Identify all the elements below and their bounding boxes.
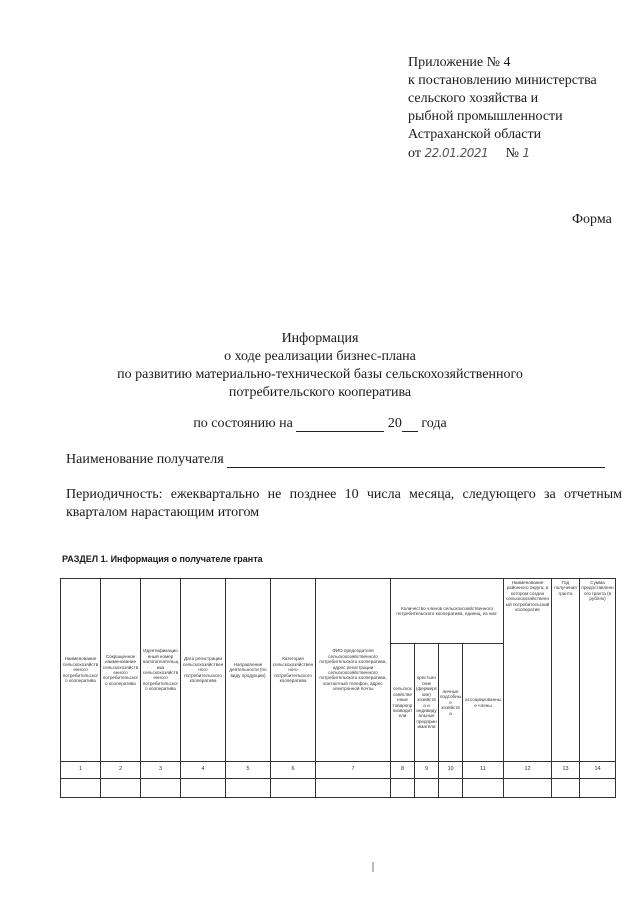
column-number: 7: [316, 762, 391, 779]
as-of-suffix: года: [421, 416, 447, 431]
empty-cell: [181, 779, 226, 798]
column-number: 2: [101, 762, 141, 779]
empty-cell: [391, 779, 415, 798]
grantee-table: [60, 578, 616, 798]
empty-cell: [580, 779, 616, 798]
header-row: [61, 579, 616, 644]
annex-line: Астраханской области: [408, 127, 542, 142]
header-cell: ассоциированные члены: [463, 644, 504, 762]
recipient-blank: [227, 453, 605, 468]
column-number: 9: [415, 762, 439, 779]
from-label: от: [408, 146, 421, 161]
periodicity: [66, 486, 622, 522]
empty-cell: [463, 779, 504, 798]
year-prefix: 20: [387, 416, 402, 431]
annex-line: сельского хозяйства и: [408, 91, 539, 106]
header-cell: Категория сельскохозяйственного потребительского кооператива: [271, 579, 316, 762]
title-line: по развитию материально-технической базы сельскохозяйственного: [117, 367, 523, 382]
recipient-line: [66, 452, 605, 468]
empty-cell: [226, 779, 271, 798]
header-cell: Наименование сельскохозяйственного потребительского кооператива: [61, 579, 101, 762]
group-header-cell: Количество членов сельскохозяйственного потребительского кооператива, единиц, из них:: [391, 579, 504, 644]
column-number: 1: [61, 762, 101, 779]
column-number-row: [61, 762, 616, 779]
empty-cell: [504, 779, 552, 798]
empty-cell: [141, 779, 181, 798]
header-cell: Направление деятельности (по виду продукции): [226, 579, 271, 762]
column-number: 13: [552, 762, 580, 779]
title-line: Информация: [281, 331, 359, 346]
empty-data-row: [61, 779, 616, 798]
document-title: [0, 330, 640, 402]
recipient-label: Наименование получателя: [66, 452, 224, 467]
column-number: 11: [463, 762, 504, 779]
empty-cell: [439, 779, 463, 798]
header-cell: крестьянские (фермерские) хозяйства и индивидуальные предприниматели: [415, 644, 439, 762]
periodicity-label: Периодичность:: [66, 487, 163, 502]
column-number: 8: [391, 762, 415, 779]
title-line: о ходе реализации бизнес-плана: [224, 349, 416, 364]
header-cell: Сокращенное наименование сельскохозяйственного потребительского кооператива: [101, 579, 141, 762]
handwritten-number: 1: [522, 146, 530, 160]
column-number: 5: [226, 762, 271, 779]
annex-line: к постановлению министерства: [408, 73, 597, 88]
column-number: 10: [439, 762, 463, 779]
empty-cell: [101, 779, 141, 798]
title-line: потребительского кооператива: [228, 385, 412, 400]
header-cell: Наименование районного округа, в котором создан сельскохозяйственный потребительский кооператив: [504, 579, 552, 762]
annex-date-line: [408, 144, 628, 163]
empty-cell: [316, 779, 391, 798]
section-title: РАЗДЕЛ 1. Информация о получателе гранта: [62, 554, 263, 564]
header-cell: личные подсобные хозяйства: [439, 644, 463, 762]
header-cell: ФИО председателя сельскохозяйственного потребительского кооператива, адрес регистрации сельскохозяйственного потребительского кооператива, контактный телефон, адрес электронной почты: [316, 579, 391, 762]
handwritten-date: 22.01.2021: [424, 146, 489, 160]
header-cell: Год получения гранта: [552, 579, 580, 762]
year-blank: [402, 417, 418, 432]
empty-cell: [271, 779, 316, 798]
scan-artifact: [372, 862, 374, 872]
header-cell: Дата регистрации сельскохозяйственного потребительского кооператива: [181, 579, 226, 762]
empty-cell: [415, 779, 439, 798]
periodicity-text: ежеквартально не позднее 10 числа месяца, следующего за отчетным кварталом нарастающим итогом: [66, 487, 623, 520]
header-cell: Сумма предоставленного гранта (в рублях): [580, 579, 616, 762]
annex-block: [408, 54, 628, 163]
empty-cell: [552, 779, 580, 798]
column-number: 4: [181, 762, 226, 779]
column-number: 6: [271, 762, 316, 779]
number-label: №: [505, 146, 520, 161]
form-label: Форма: [572, 212, 612, 227]
as-of-prefix: по состоянию на: [193, 416, 293, 431]
annex-line: рыбной промышленности: [408, 109, 563, 124]
annex-line: Приложение № 4: [408, 55, 511, 70]
header-cell: Идентификационный номер налогоплательщика сельскохозяйственного потребительского кооператива: [141, 579, 181, 762]
column-number: 14: [580, 762, 616, 779]
column-number: 12: [504, 762, 552, 779]
column-number: 3: [141, 762, 181, 779]
header-cell: сельскохозяйственные товаропроизводители: [391, 644, 415, 762]
empty-cell: [61, 779, 101, 798]
as-of-line: [0, 416, 640, 432]
date-blank: [296, 417, 384, 432]
